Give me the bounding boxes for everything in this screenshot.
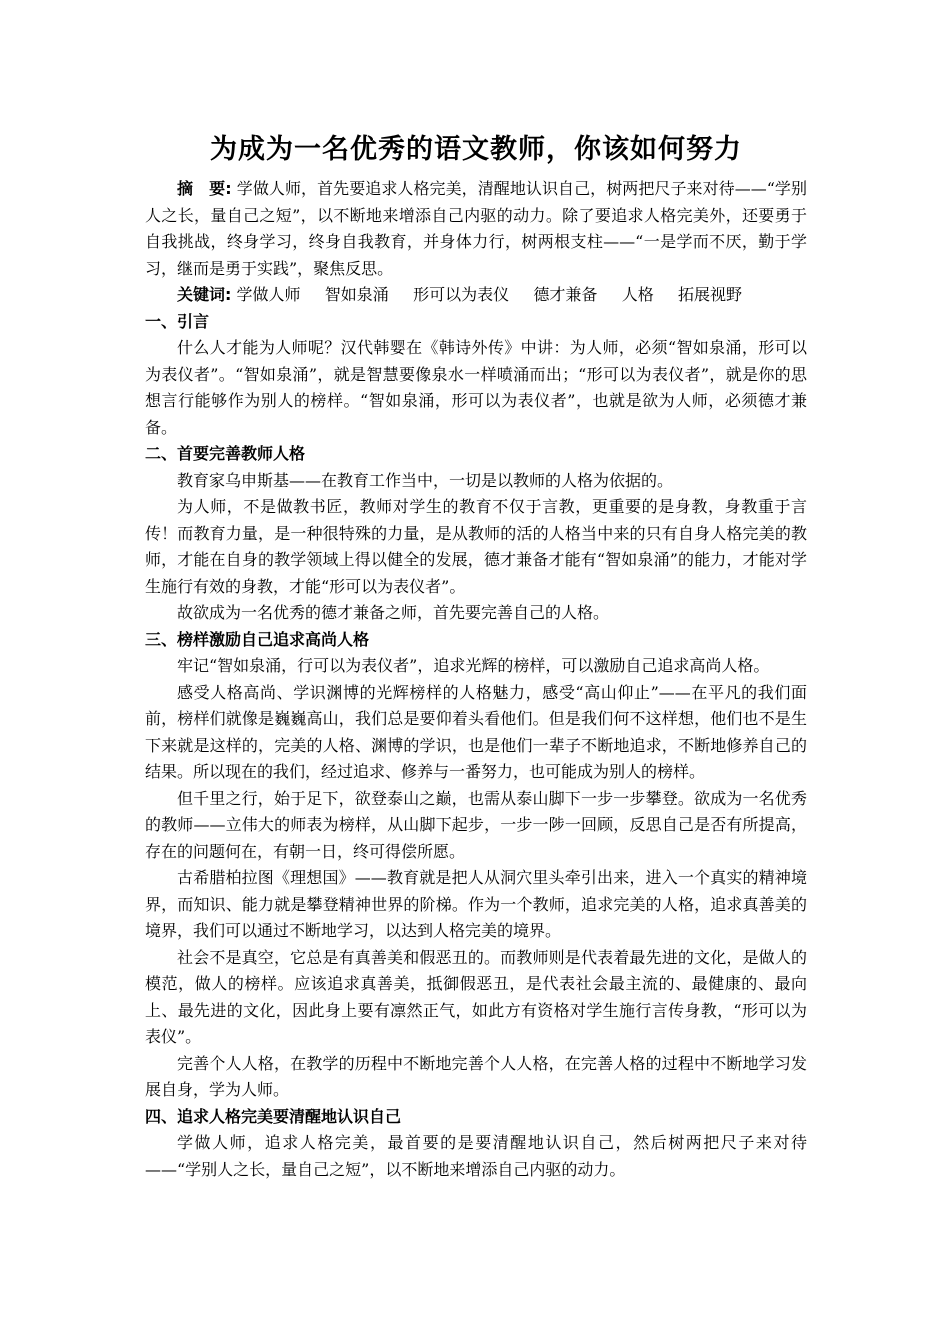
paragraph: 牢记“智如泉涌，行可以为表仪者”，追求光辉的榜样，可以激励自己追求高尚人格。	[177, 656, 770, 675]
paragraph: 社会不是真空，它总是有真善美和假恶丑的。而教师则是代表着最先进的文化，是做人的模范，做人的榜样。应该追求真善美，抵御假恶丑，是代表社会最主流的、最健康的、最向上、最先进的文化，因此身上要有凛然正气，如此方有资格对学生施行言传身教，“形可以为表仪”。	[145, 947, 807, 1046]
keyword: 德才兼备	[533, 285, 598, 304]
keyword: 拓展视野	[677, 285, 742, 304]
paragraph: 感受人格高尚、学识渊博的光辉榜样的人格魅力，感受“高山仰止”——在平凡的我们面前，榜样们就像是巍巍高山，我们总是要仰着头看他们。但是我们何不这样想，他们也不是生下来就是这样的，完美的人格、渊博的学识，也是他们一辈子不断地追求，不断地修养自己的结果。所以现在的我们，经过追求、修养与一番努力，也可能成为别人的榜样。	[145, 682, 807, 781]
keywords-label: 关键词:	[177, 285, 232, 304]
keyword: 人格	[621, 285, 654, 304]
abstract-text: 学做人师，首先要追求人格完美，清醒地认识自己，树两把尺子来对待——“学别人之长，量自己之短”，以不断地来增添自己内驱的动力。除了要追求人格完美外，还要勇于自我挑战，终身学习，终身自我教育，并身体力行，树两根支柱——“一是学而不厌，勤于学习，继而是勇于实践”，聚焦反思。	[145, 179, 807, 278]
paragraph: 古希腊柏拉图《理想国》——教育就是把人从洞穴里头牵引出来，进入一个真实的精神境界，而知识、能力就是攀登精神世界的阶梯。作为一个教师，追求完美的人格，追求真善美的境界，我们可以通过不断地学习，以达到人格完美的境界。	[145, 868, 807, 940]
section-heading: 三、榜样激励自己追求高尚人格	[145, 629, 370, 649]
paragraph: 学做人师，追求人格完美，最首要的是要清醒地认识自己，然后树两把尺子来对待——“学别人之长，量自己之短”，以不断地来增添自己内驱的动力。	[145, 1133, 807, 1179]
paragraph: 故欲成为一名优秀的德才兼备之师，首先要完善自己的人格。	[177, 603, 610, 622]
document-title: 为成为一名优秀的语文教师，你该如何努力	[210, 134, 742, 165]
section-heading: 二、首要完善教师人格	[145, 444, 306, 463]
paragraph: 但千里之行，始于足下，欲登泰山之巅，也需从泰山脚下一步一步攀登。欲成为一名优秀的教师——立伟大的师表为榜样，从山脚下起步，一步一陟一回顾，反思自己是否有所提高，存在的问题何在，有朝一日，终可得偿所愿。	[145, 788, 807, 861]
section-heading: 四、追求人格完美要清醒地认识自己	[145, 1106, 402, 1126]
document-page	[145, 130, 807, 1183]
paragraph: 什么人才能为人师呢？汉代韩婴在《韩诗外传》中讲：为人师，必须“智如泉涌，形可以为表仪者”。“智如泉涌”，就是智慧要像泉水一样喷涌而出；“形可以为表仪者”，就是你的思想言行能够作为别人的榜样。“智如泉涌，形可以为表仪者”，也就是欲为人师，必须德才兼备。	[145, 338, 807, 437]
paragraph: 完善个人人格，在教学的历程中不断地完善个人人格，在完善人格的过程中不断地学习发展自身，学为人师。	[145, 1053, 807, 1099]
keyword: 形可以为表仪	[413, 285, 510, 304]
keyword: 学做人师	[236, 285, 301, 304]
paragraph: 教育家乌申斯基——在教育工作当中，一切是以教师的人格为依据的。	[177, 470, 674, 490]
keywords	[145, 282, 807, 309]
abstract	[145, 176, 807, 282]
keyword: 智如泉涌	[324, 285, 389, 304]
section-heading: 一、引言	[145, 311, 210, 331]
paragraph: 为人师，不是做教书匠，教师对学生的教育不仅于言教，更重要的是身教，身教重于言传！而教育力量，是一种很特殊的力量，是从教师的活的人格当中来的只有自身人格完美的教师，才能在自身的教学领域上得以健全的发展，德才兼备才能有“智如泉涌”的能力，才能对学生施行有效的身教，才能“形可以为表仪者”。	[145, 497, 807, 596]
abstract-label: 摘 要:	[177, 179, 232, 198]
